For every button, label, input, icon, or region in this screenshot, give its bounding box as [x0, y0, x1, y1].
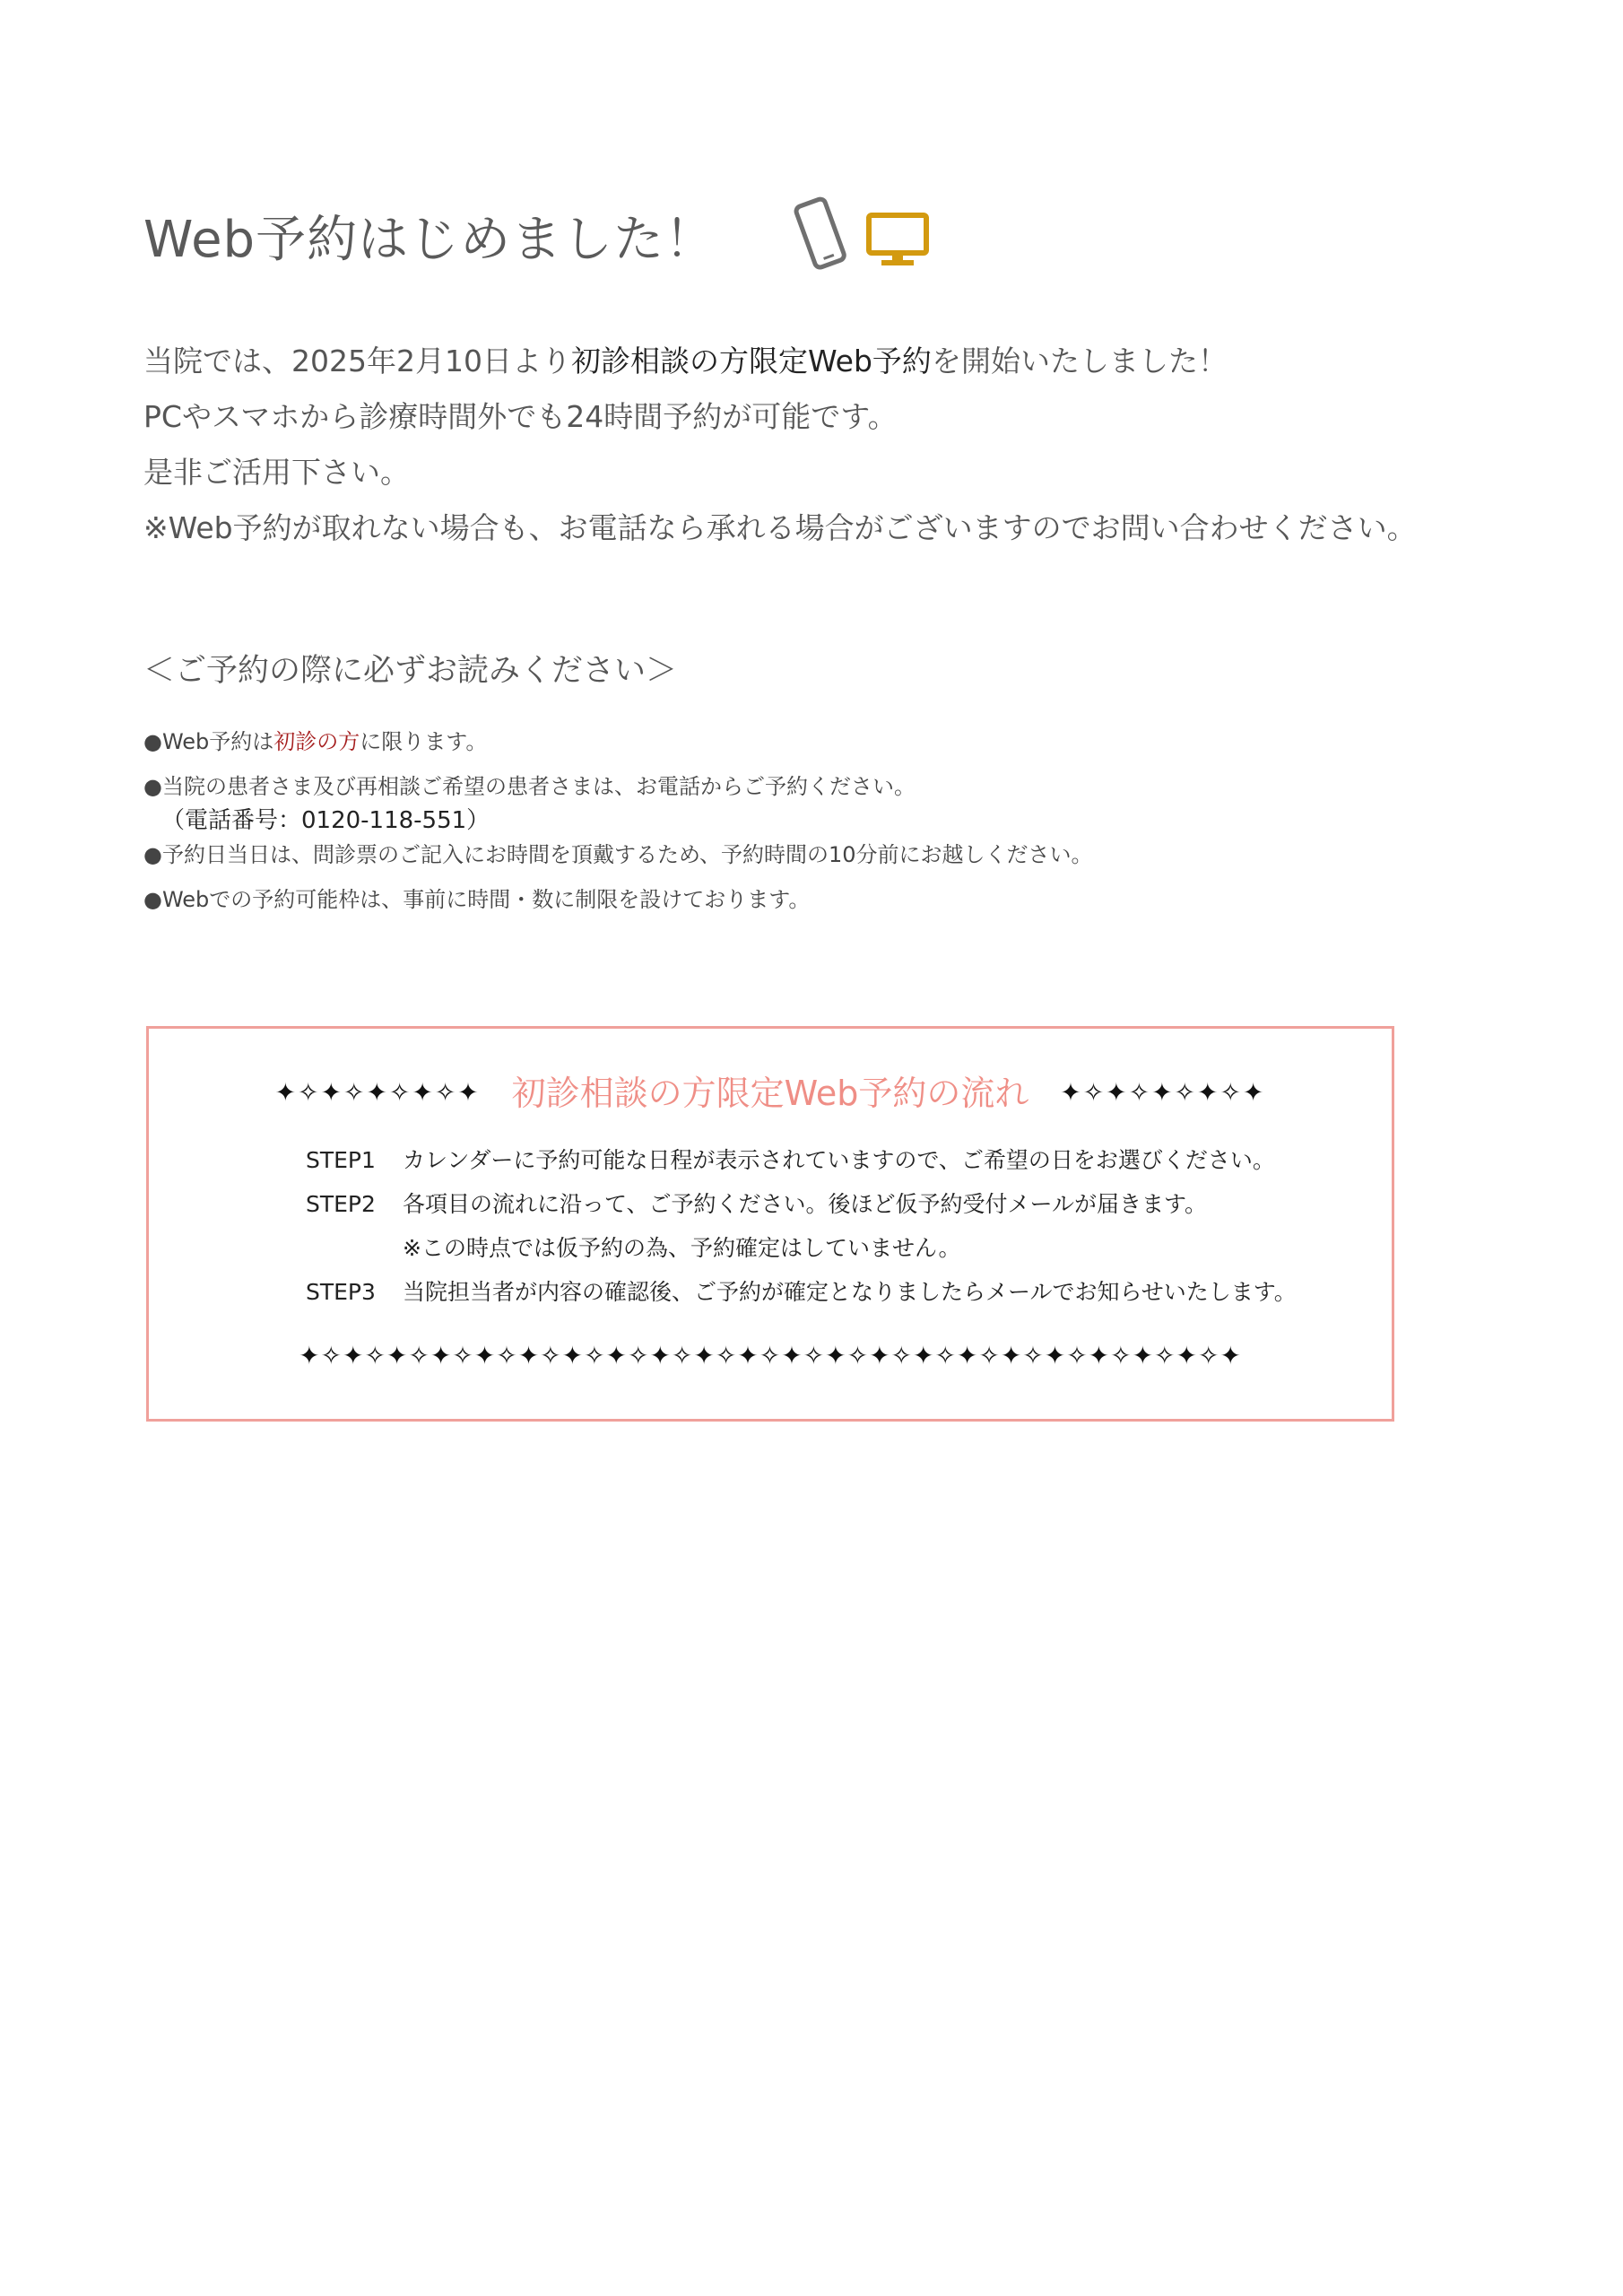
- step-label: STEP3: [306, 1279, 376, 1305]
- step-text: カレンダーに予約可能な日程が表示されていますので、ご希望の日をお選びください。: [403, 1147, 1275, 1173]
- phone-number: （電話番号：0120-118-551）: [161, 807, 490, 834]
- intro-line-3: 是非ご活用下さい。: [143, 455, 410, 490]
- notice-item-first-visit-only: [143, 725, 1444, 759]
- notice-item-1-end: に限ります。: [360, 729, 488, 754]
- step-text: 当院担当者が内容の確認後、ご予約が確定となりましたらメールでお知らせいたします。: [403, 1279, 1297, 1305]
- step-text: 各項目の流れに沿って、ご予約ください。後ほど仮予約受付メールが届きます。: [403, 1191, 1208, 1217]
- flow-title: 初診相談の方限定Web予約の流れ: [511, 1073, 1029, 1113]
- step-2-note: ※この時点では仮予約の為、予約確定はしていません。: [403, 1235, 961, 1261]
- flow-steps: [306, 1138, 1337, 1314]
- flow-step: [306, 1182, 1337, 1226]
- intro-line-1-start: 当院では、2025年2月10日より: [143, 344, 571, 378]
- flow-deco-bottom: ✦✧✦✧✦✧✦✧✦✧✦✧✦✧✦✧✦✧✦✧✦✧✦✧✦✧✦✧✦✧✦✧✦✧✦✧✦✧✦✧✦✧✦: [299, 1341, 1242, 1370]
- notice-item-1-highlight: 初診の方: [273, 729, 360, 754]
- intro-line-1-end: を開始いたしました！: [931, 344, 1228, 378]
- flow-deco-right: ✦✧✦✧✦✧✦✧✦: [1060, 1077, 1266, 1108]
- notice-item-slot-limits: ●Webでの予約可能枠は、事前に時間・数に制限を設けております。: [143, 887, 811, 912]
- notice-item-arrive-early: ●予約日当日は、問診票のご記入にお時間を頂戴するため、予約時間の10分前にお越しください。: [143, 842, 1093, 867]
- intro-line-1: [143, 334, 1488, 389]
- step-label: STEP1: [306, 1147, 376, 1173]
- page-title: Web予約はじめました！: [143, 211, 716, 269]
- step-label: STEP2: [306, 1191, 376, 1217]
- notice-item-1-start: ●Web予約は: [143, 729, 274, 754]
- intro-line-4: ※Web予約が取れない場合も、お電話なら承れる場合がございますのでお問い合わせください。: [143, 510, 1417, 545]
- notice-heading: ＜ご予約の際に必ずお読みください＞: [143, 653, 678, 689]
- flow-title-row: [149, 1065, 1392, 1120]
- flow-step: [306, 1138, 1337, 1182]
- intro-line-2: PCやスマホから診療時間外でも24時間予約が可能です。: [143, 399, 898, 434]
- flow-step: [306, 1270, 1337, 1314]
- notice-list: [143, 725, 1444, 917]
- smartphone-icon: [789, 196, 852, 273]
- flow-deco-left: ✦✧✦✧✦✧✦✧✦: [274, 1077, 481, 1108]
- intro-line-1-highlight: 初診相談の方限定Web予約: [570, 344, 932, 378]
- reservation-flow-box: [146, 1026, 1394, 1422]
- monitor-icon: [865, 212, 930, 269]
- intro-paragraph: [143, 334, 1488, 556]
- notice-item-phone-booking: ●当院の患者さま及び再相談ご希望の患者さまは、お電話からご予約ください。: [143, 774, 916, 799]
